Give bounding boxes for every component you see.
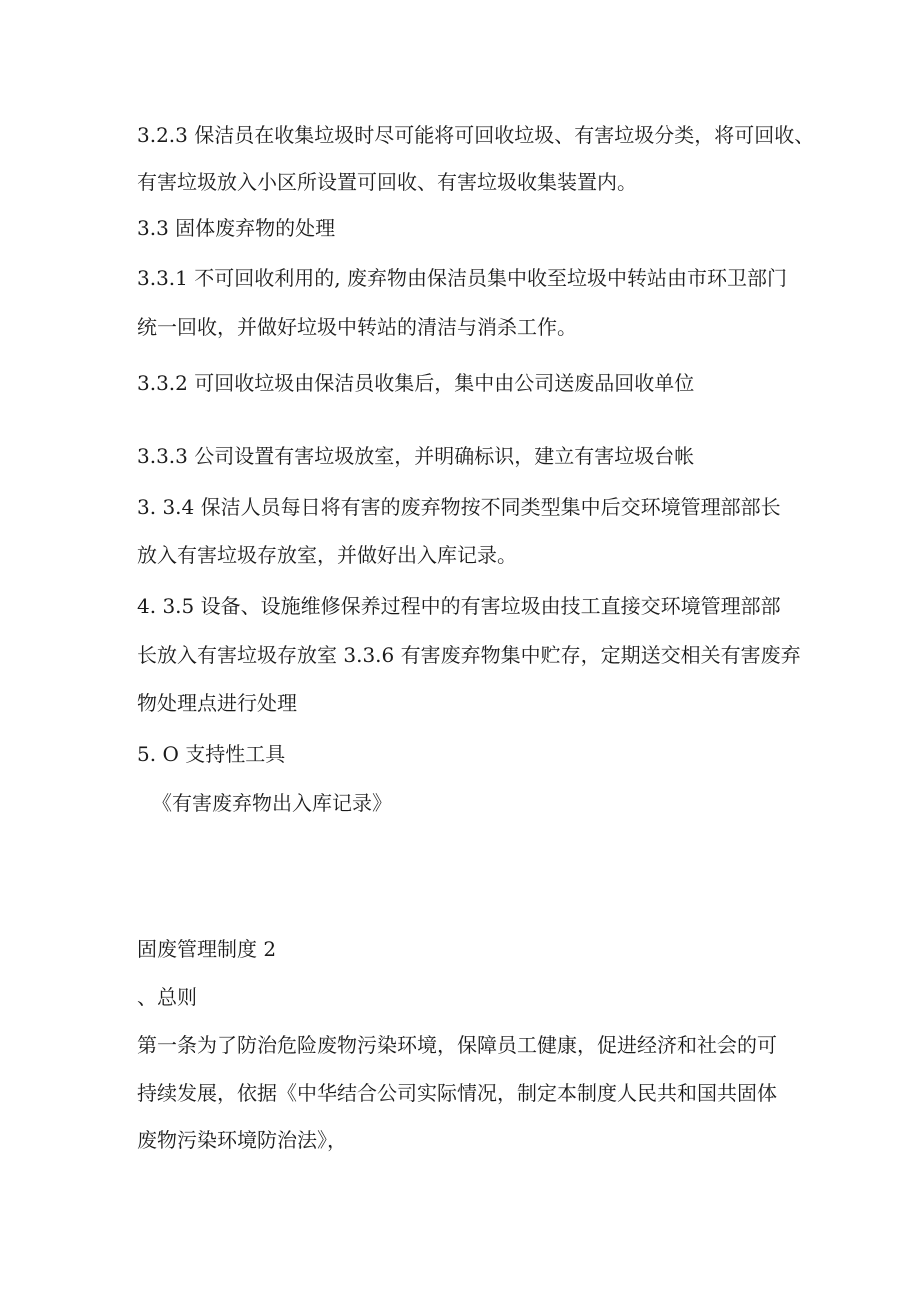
text-line-3-3-2: 3.3.2 可回收垃圾由保洁员收集后，集中由公司送废品回收单位 bbox=[137, 371, 695, 395]
text-line-3-3-5-part3: 物处理点进行处理 bbox=[137, 691, 297, 715]
text-line-3-3-1-part1: 3.3.1 不可回收利用的, 废弃物由保洁员集中收至垃圾中转站由市环卫部门 bbox=[137, 266, 787, 290]
text-line-3-3-4-part1: 3. 3.4 保洁人员每日将有害的废弃物按不同类型集中后交环境管理部部长 bbox=[137, 495, 781, 519]
article-1-part2: 持续发展，依据《中华结合公司实际情况，制定本制度人民共和国共固体 bbox=[137, 1081, 777, 1105]
article-1-part1: 第一条为了防治危险废物污染环境，保障员工健康，促进经济和社会的可 bbox=[137, 1033, 777, 1057]
text-line-3-3-3: 3.3.3 公司设置有害垃圾放室，并明确标识，建立有害垃圾台帐 bbox=[137, 444, 695, 468]
section-heading-3-3: 3.3 固体废弃物的处理 bbox=[137, 216, 336, 240]
text-line-3-3-5-part1: 4. 3.5 设备、设施维修保养过程中的有害垃圾由技工直接交环境管理部部 bbox=[137, 594, 781, 618]
section-heading-general: 、总则 bbox=[137, 985, 197, 1009]
text-line-3-2-3-part1: 3.2.3 保洁员在收集垃圾时尽可能将可回收垃圾、有害垃圾分类，将可回收、 bbox=[137, 123, 815, 147]
section-heading-supporting-tools: 5. O 支持性工具 bbox=[137, 742, 286, 766]
text-line-3-2-3-part2: 有害垃圾放入小区所设置可回收、有害垃圾收集装置内。 bbox=[137, 170, 637, 194]
text-line-3-3-4-part2: 放入有害垃圾存放室，并做好出入库记录。 bbox=[137, 543, 517, 567]
record-form-title: 《有害废弃物出入库记录》 bbox=[152, 791, 392, 815]
document-title-2: 固废管理制度 2 bbox=[137, 937, 277, 961]
text-line-3-3-1-part2: 统一回收，并做好垃圾中转站的清洁与消杀工作。 bbox=[137, 315, 577, 339]
text-line-3-3-5-part2: 长放入有害垃圾存放室 3.3.6 有害废弃物集中贮存，定期送交相关有害废弃 bbox=[137, 643, 801, 667]
article-1-part3: 废物污染环境防治法》， bbox=[137, 1128, 347, 1152]
